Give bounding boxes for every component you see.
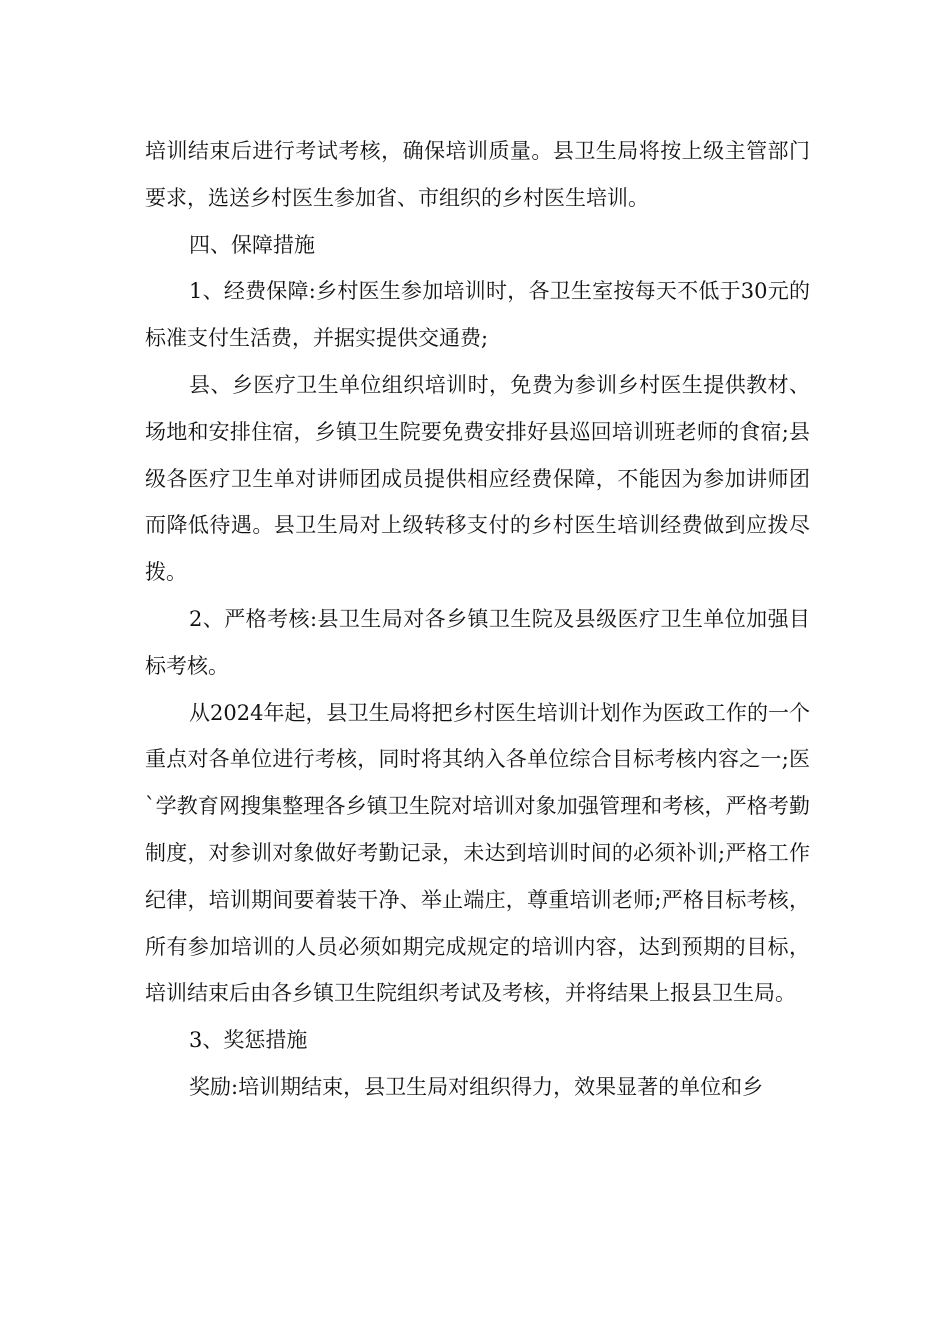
paragraph-training-exam: 培训结束后进行考试考核，确保培训质量。县卫生局将按上级主管部门要求，选送乡村医生参加省、市组织的乡村医生培训。 xyxy=(145,139,810,210)
paragraph-reward: 奖励:培训期结束，县卫生局对组织得力，效果显著的单位和乡 xyxy=(189,1074,764,1099)
paragraph-funding-guarantee: 1、经费保障:乡村医生参加培训时，各卫生室按每天不低于30元的标准支付生活费，并据实提供交通费; xyxy=(145,279,810,351)
paragraph-county-township-training: 县、乡医疗卫生单位组织培训时，免费为参训乡村医生提供教材、场地和安排住宿，乡镇卫生院要免费安排好县巡回培训班老师的食宿;县级各医疗卫生单对讲师团成员提供相应经费保障，不能因为参加讲师团而降低待遇。县卫生局对上级转移支付的乡村医生培训经费做到应拨尽拨。 xyxy=(145,372,810,585)
document-body xyxy=(145,128,810,1111)
heading-safeguard-measures: 四、保障措施 xyxy=(189,232,315,257)
heading-reward-punishment: 3、奖惩措施 xyxy=(189,1028,308,1053)
paragraph-assessment-details: 从2024年起，县卫生局将把乡村医生培训计划作为医政工作的一个重点对各单位进行考核，同时将其纳入各单位综合目标考核内容之一;医`学教育网搜集整理各乡镇卫生院对培训对象加强管理和考核，严格考勤制度，对参训对象做好考勤记录，未达到培训时间的必须补训;严格工作纪律，培训期间要着装干净、举止端庄，尊重培训老师;严格目标考核，所有参加培训的人员必须如期完成规定的培训内容，达到预期的目标，培训结束后由各乡镇卫生院组织考试及考核，并将结果上报县卫生局。 xyxy=(145,700,810,1006)
paragraph-strict-assessment: 2、严格考核:县卫生局对各乡镇卫生院及县级医疗卫生单位加强目标考核。 xyxy=(145,606,810,678)
